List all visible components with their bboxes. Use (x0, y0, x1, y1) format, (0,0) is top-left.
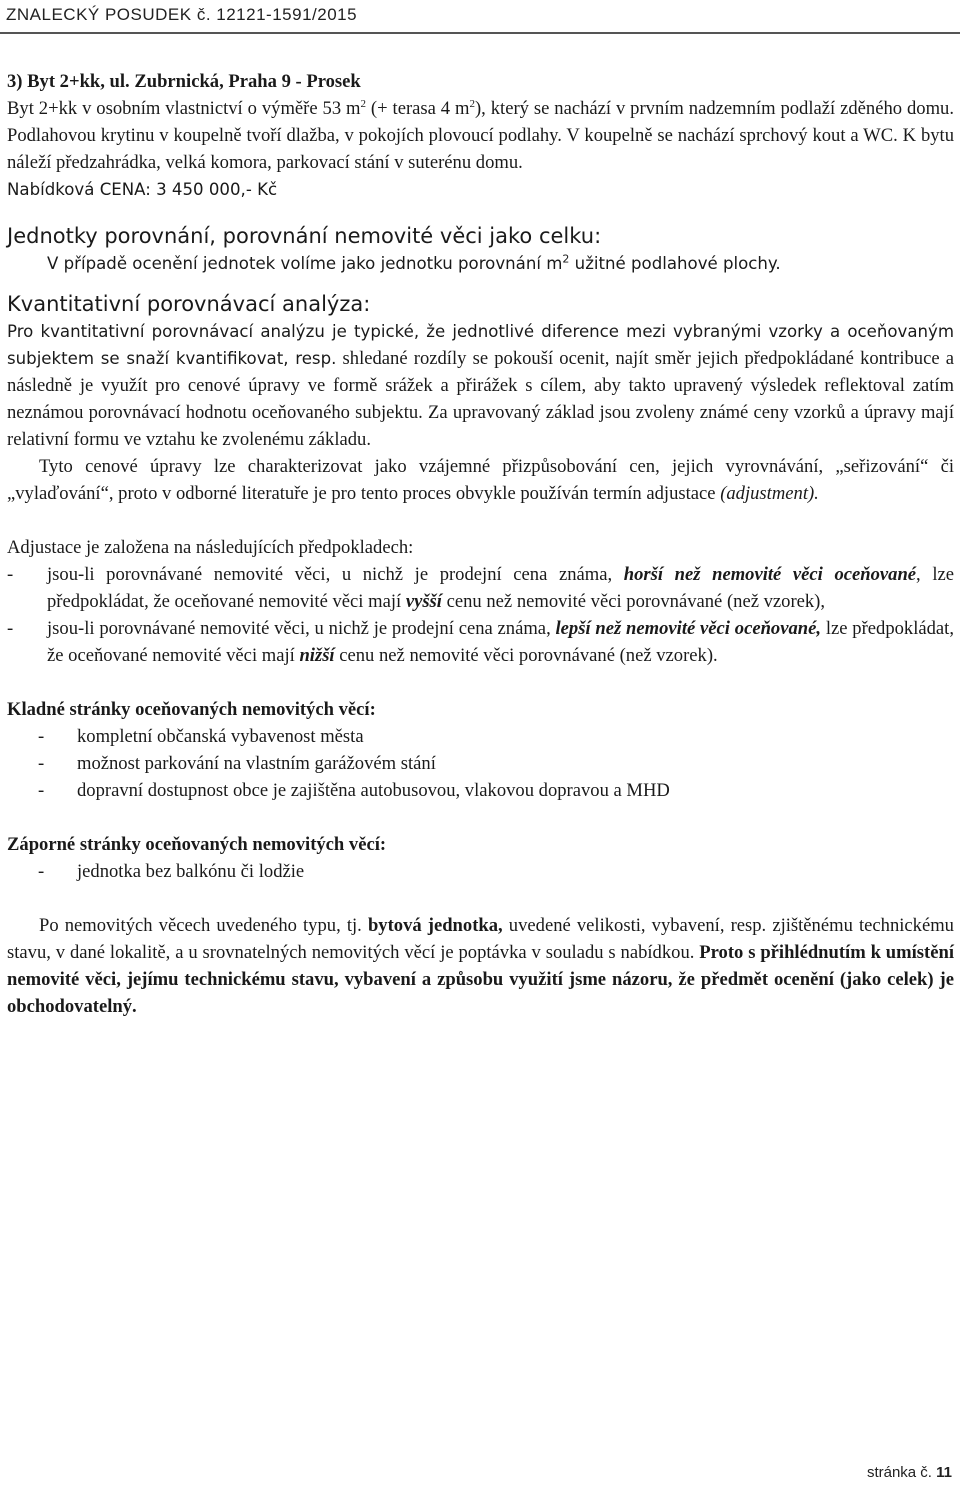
adjust-list (7, 561, 954, 669)
positives-item-text: kompletní občanská vybavenost města (77, 726, 364, 747)
dash-marker: - (38, 726, 45, 747)
quant-paragraph-1-sans: Pro kvantitativní porovnávací analýzu je typické, že jednotlivé diference mezi vybranými vzorky a oceňovaným subjektem se snaží kvantifikovat, resp. (7, 322, 954, 368)
quant-paragraph-2-term: (adjustment). (720, 483, 819, 504)
adjust-intro: Adjustace je založena na následujících předpokladech: (7, 537, 414, 558)
positives-item-text: možnost parkování na vlastním garážovém stání (77, 753, 436, 774)
units-text (7, 250, 954, 277)
dash-marker: - (38, 780, 45, 801)
unit-superscript: 2 (469, 97, 475, 110)
conclusion-text: Po nemovitých věcech uvedeného typu, tj. (39, 915, 368, 936)
quant-paragraph-2 (7, 453, 954, 507)
units-text-part: V případě ocenění jednotek volíme jako jednotku porovnání m (47, 254, 563, 273)
negatives-heading: Záporné stránky oceňovaných nemovitých věcí: (7, 834, 387, 855)
adjust-emphasis: lepší než nemovité věci oceňované, (555, 618, 822, 639)
apartment-desc-part: (+ terasa 4 m (366, 98, 470, 119)
document-body (7, 68, 954, 1020)
positives-item-text: dopravní dostupnost obce je zajištěna autobusovou, vlakovou dopravou a MHD (77, 780, 670, 801)
negatives-item (7, 858, 954, 885)
adjust-text: , lze předpokládat, že oceňované nemovité věci mají (47, 564, 954, 612)
page-number: 11 (936, 1464, 952, 1481)
document-title: ZNALECKÝ POSUDEK č. 12121-1591/2015 (6, 5, 358, 24)
dash-marker: - (38, 861, 45, 882)
adjust-text: jsou-li porovnávané nemovité věci, u nichž je prodejní cena známa, (47, 618, 556, 639)
apartment-description (7, 95, 954, 176)
adjust-emphasis: horší než nemovité věci oceňované (623, 564, 917, 585)
adjust-emphasis: nižší (299, 645, 335, 666)
page-footer (867, 1464, 952, 1481)
conclusion-paragraph (7, 912, 954, 1020)
negatives-item-text: jednotka bez balkónu či lodžie (77, 861, 305, 882)
adjust-text: cenu než nemovité věci porovnávané (než vzorek), (441, 591, 826, 612)
positives-list (7, 723, 954, 804)
dash-marker: - (38, 753, 45, 774)
adjust-item (7, 615, 954, 669)
apartment-price: Nabídková CENA: 3 450 000,- Kč (7, 180, 278, 199)
quant-paragraph-1-serif: shledané rozdíly se pokouší ocenit, najít směr jejich předpokládané kontribuce a následně je využít pro cenové úpravy ve formě srážek a přirážek s cílem, aby takto upravený výsledek reflektoval zatím neznámou porovnávací hodnotu oceňovaného subjektu. Za upravovaný základ jsou zvoleny známé ceny vzorků a úpravy mají relativní formu ve vztahu ke zvolenému základu. (7, 348, 954, 450)
adjust-text: cenu než nemovité věci porovnávané (než vzorek). (334, 645, 718, 666)
apartment-desc-part: Byt 2+kk v osobním vlastnictví o výměře 53 m (7, 98, 361, 119)
positives-item (7, 777, 954, 804)
unit-superscript: 2 (360, 97, 367, 110)
adjust-text: jsou-li porovnávané nemovité věci, u nichž je prodejní cena známa, (47, 564, 624, 585)
unit-superscript: 2 (562, 252, 570, 266)
dash-marker: - (7, 618, 14, 639)
dash-marker: - (7, 564, 14, 585)
adjust-emphasis: vyšší (405, 591, 442, 612)
apartment-heading: 3) Byt 2+kk, ul. Zubrnická, Praha 9 - Prosek (7, 71, 361, 92)
page-header (0, 0, 960, 34)
adjust-text: lze předpokládat, že oceňované nemovité věci mají (47, 618, 954, 666)
page-label: stránka č. (866, 1464, 937, 1481)
positives-heading: Kladné stránky oceňovaných nemovitých věcí: (7, 699, 376, 720)
quant-paragraph-2-text: Tyto cenové úpravy lze charakterizovat jako vzájemné přizpůsobování cen, jejich vyrovnávání, „seřizování“ či „vylaďování“, proto v odborné literatuře je pro tento proces obvykle používán termín adjustace (7, 456, 954, 504)
negatives-list (7, 858, 954, 885)
positives-item (7, 723, 954, 750)
conclusion-text: uvedené velikosti, vybavení, resp. zjištěnému technickému stavu, v dané lokalitě, a u srovnatelných nemovitých věcí je poptávka v souladu s nabídkou. (7, 915, 954, 963)
apartment-desc-part: ), který se nachází v prvním nadzemním podlaží zděného domu. Podlahovou krytinu v koupelně tvoří dlažba, v pokojích plovoucí podlahy. V koupelně se nachází sprchový kout a WC. K bytu náleží předzahrádka, velká komora, parkovací stání v suterénu domu. (7, 98, 954, 173)
quant-paragraph-1 (7, 318, 954, 453)
units-heading: Jednotky porovnání, porovnání nemovité věci jako celku: (7, 224, 602, 248)
units-text-part: užitné podlahové plochy. (569, 254, 781, 273)
conclusion-emphasis: bytová jednotka, (367, 915, 503, 936)
adjust-item (7, 561, 954, 615)
conclusion-emphasis: Proto s přihlédnutím k umístění nemovité věci, jejímu technickému stavu, vybavení a způsobu využití jsme názoru, že předmět ocenění (jako celek) je obchodovatelný. (7, 942, 954, 1017)
quant-heading: Kvantitativní porovnávací analýza: (7, 292, 371, 316)
positives-item (7, 750, 954, 777)
